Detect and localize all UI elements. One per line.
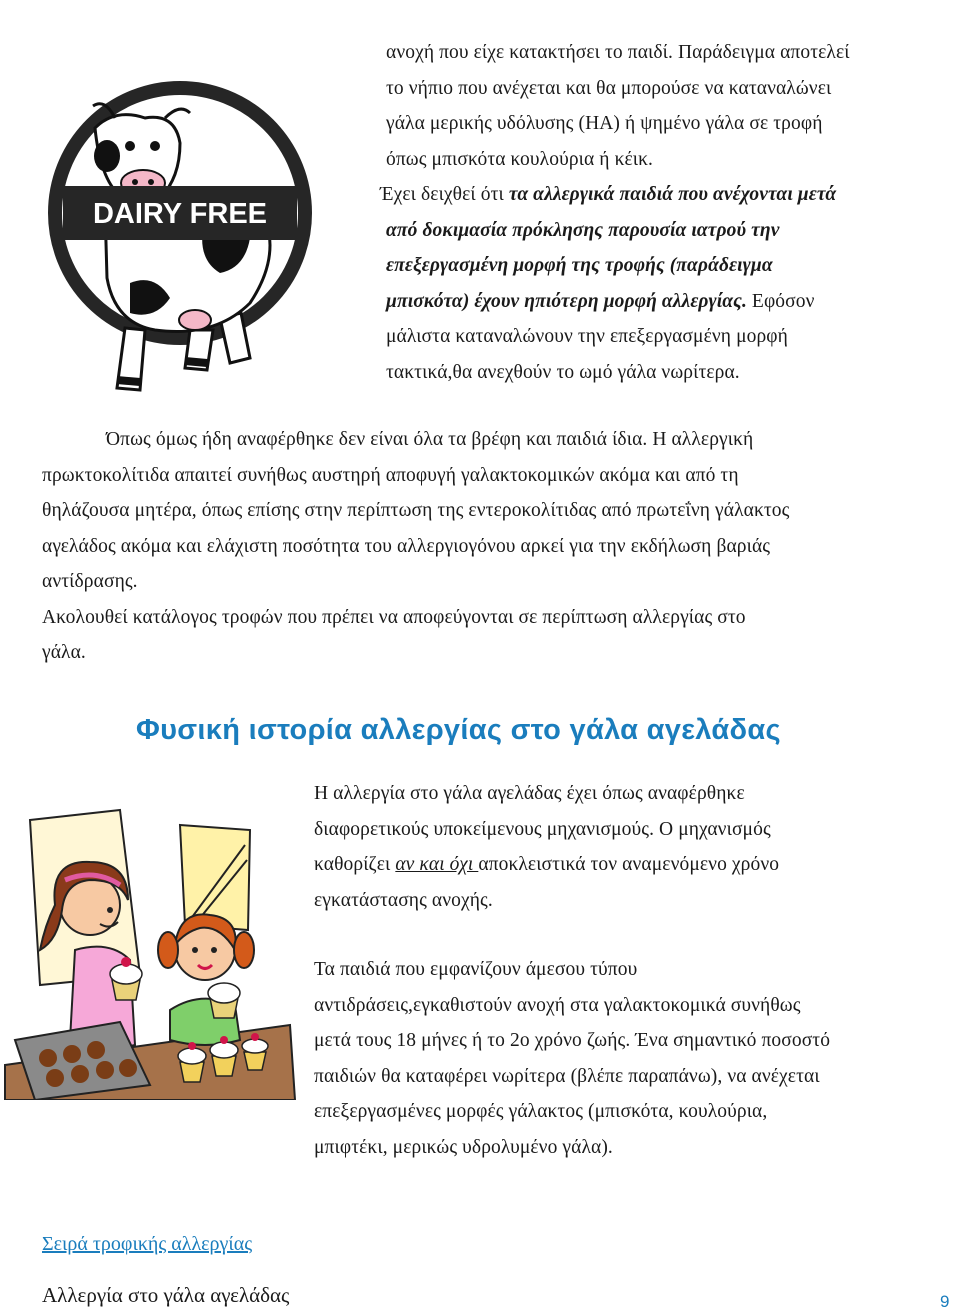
section-heading: Φυσική ιστορία αλλεργίας στο γάλα αγελάδας bbox=[136, 714, 781, 746]
section-text: αποκλειστικά τον αναμενόμενο χρόνο bbox=[478, 854, 780, 875]
section-paragraph-1 bbox=[314, 776, 954, 918]
intro-line: γάλα μερικής υδόλυσης (ΗΑ) ή ψημένο γάλα σε τροφή bbox=[386, 113, 823, 134]
intro-emphasis: τα αλλεργικά παιδιά που ανέχονται μετά bbox=[508, 184, 837, 205]
body-line: αγελάδος ακόμα και ελάχιστη ποσότητα του αλλεργιογόνου αρκεί για την εκδήλωση βαριάς bbox=[42, 535, 771, 557]
intro-line: το νήπιο που ανέχεται και θα μπορούσε να καταναλώνει bbox=[386, 77, 832, 99]
intro-line: τακτικά,θα ανεχθούν το ωμό γάλα νωρίτερα. bbox=[386, 361, 740, 383]
intro-line: όπως μπισκότα κουλούρια ή κέικ. bbox=[386, 148, 654, 170]
body-line: αντίδρασης. bbox=[42, 571, 138, 592]
section-line: Τα παιδιά που εμφανίζουν άμεσου τύπου bbox=[314, 959, 638, 980]
intro-text: Εφόσον bbox=[746, 290, 815, 312]
body-line: θηλάζουσα μητέρα, όπως επίσης στην περίπτωση της εντεροκολίτιδας από πρωτεΐνη γάλακτος bbox=[42, 500, 790, 521]
intro-line: ανοχή που είχε κατακτήσει το παιδί. Παράδειγμα αποτελεί bbox=[386, 42, 850, 63]
section-line: παιδιών θα καταφέρει νωρίτερα (βλέπε παραπάνω), να ανέχεται bbox=[314, 1065, 820, 1087]
body-line: γάλα. bbox=[42, 642, 86, 663]
food-allergy-series-link[interactable]: Σειρά τροφικής αλλεργίας bbox=[42, 1233, 253, 1255]
body-line: Όπως όμως ήδη αναφέρθηκε δεν είναι όλα τα βρέφη και παιδιά ίδια. Η αλλεργική bbox=[106, 429, 754, 450]
intro-paragraph bbox=[380, 35, 946, 390]
section-line: διαφορετικούς υποκείμενους μηχανισμούς. Ο μηχανισμός bbox=[314, 818, 771, 840]
page-number: 9 bbox=[940, 1292, 950, 1311]
section-line bbox=[314, 847, 954, 883]
intro-emphasis: επεξεργασμένη μορφή της τροφής (παράδειγμα bbox=[386, 255, 773, 276]
intro-line bbox=[386, 284, 946, 320]
section-line: μετά τους 18 μήνες ή το 2ο χρόνο ζωής. Ένα σημαντικό ποσοστό bbox=[314, 1030, 831, 1051]
body-line: πρωκτοκολίτιδα απαιτεί συνήθως αυστηρή αποφυγή γαλακτοκομικών ακόμα και από τη bbox=[42, 464, 739, 486]
section-paragraph-2 bbox=[314, 952, 954, 1165]
body-paragraph bbox=[42, 422, 958, 671]
section-line: αντιδράσεις,εγκαθιστούν ανοχή στα γαλακτοκομικά συνήθως bbox=[314, 994, 801, 1016]
section-line: Η αλλεργία στο γάλα αγελάδας έχει όπως αναφέρθηκε bbox=[314, 783, 745, 804]
logo-badge-text: DAIRY FREE bbox=[92, 198, 268, 230]
underlined-phrase: αν και όχι bbox=[395, 854, 479, 875]
section-text: καθορίζει bbox=[314, 854, 396, 875]
intro-line bbox=[380, 177, 946, 213]
footer-title: Αλλεργία στο γάλα αγελάδας bbox=[42, 1283, 290, 1307]
baking-children-illustration bbox=[0, 800, 300, 1100]
dairy-free-logo bbox=[45, 68, 315, 398]
section-line: μπιφτέκι, μερικώς υδρολυμένο γάλα). bbox=[314, 1136, 613, 1158]
intro-text: Έχει δειχθεί ότι bbox=[380, 184, 509, 205]
section-line: εγκατάστασης ανοχής. bbox=[314, 889, 493, 911]
intro-emphasis: από δοκιμασία πρόκλησης παρουσία ιατρού την bbox=[386, 219, 780, 241]
intro-line: μάλιστα καταναλώνουν την επεξεργασμένη μορφή bbox=[386, 326, 788, 347]
body-line: Ακολουθεί κατάλογος τροφών που πρέπει να αποφεύγονται σε περίπτωση αλλεργίας στο bbox=[42, 606, 746, 628]
section-line: επεξεργασμένες μορφές γάλακτος (μπισκότα, κουλούρια, bbox=[314, 1101, 768, 1122]
intro-emphasis: μπισκότα) έχουν ηπιότερη μορφή αλλεργίας. bbox=[386, 290, 747, 312]
